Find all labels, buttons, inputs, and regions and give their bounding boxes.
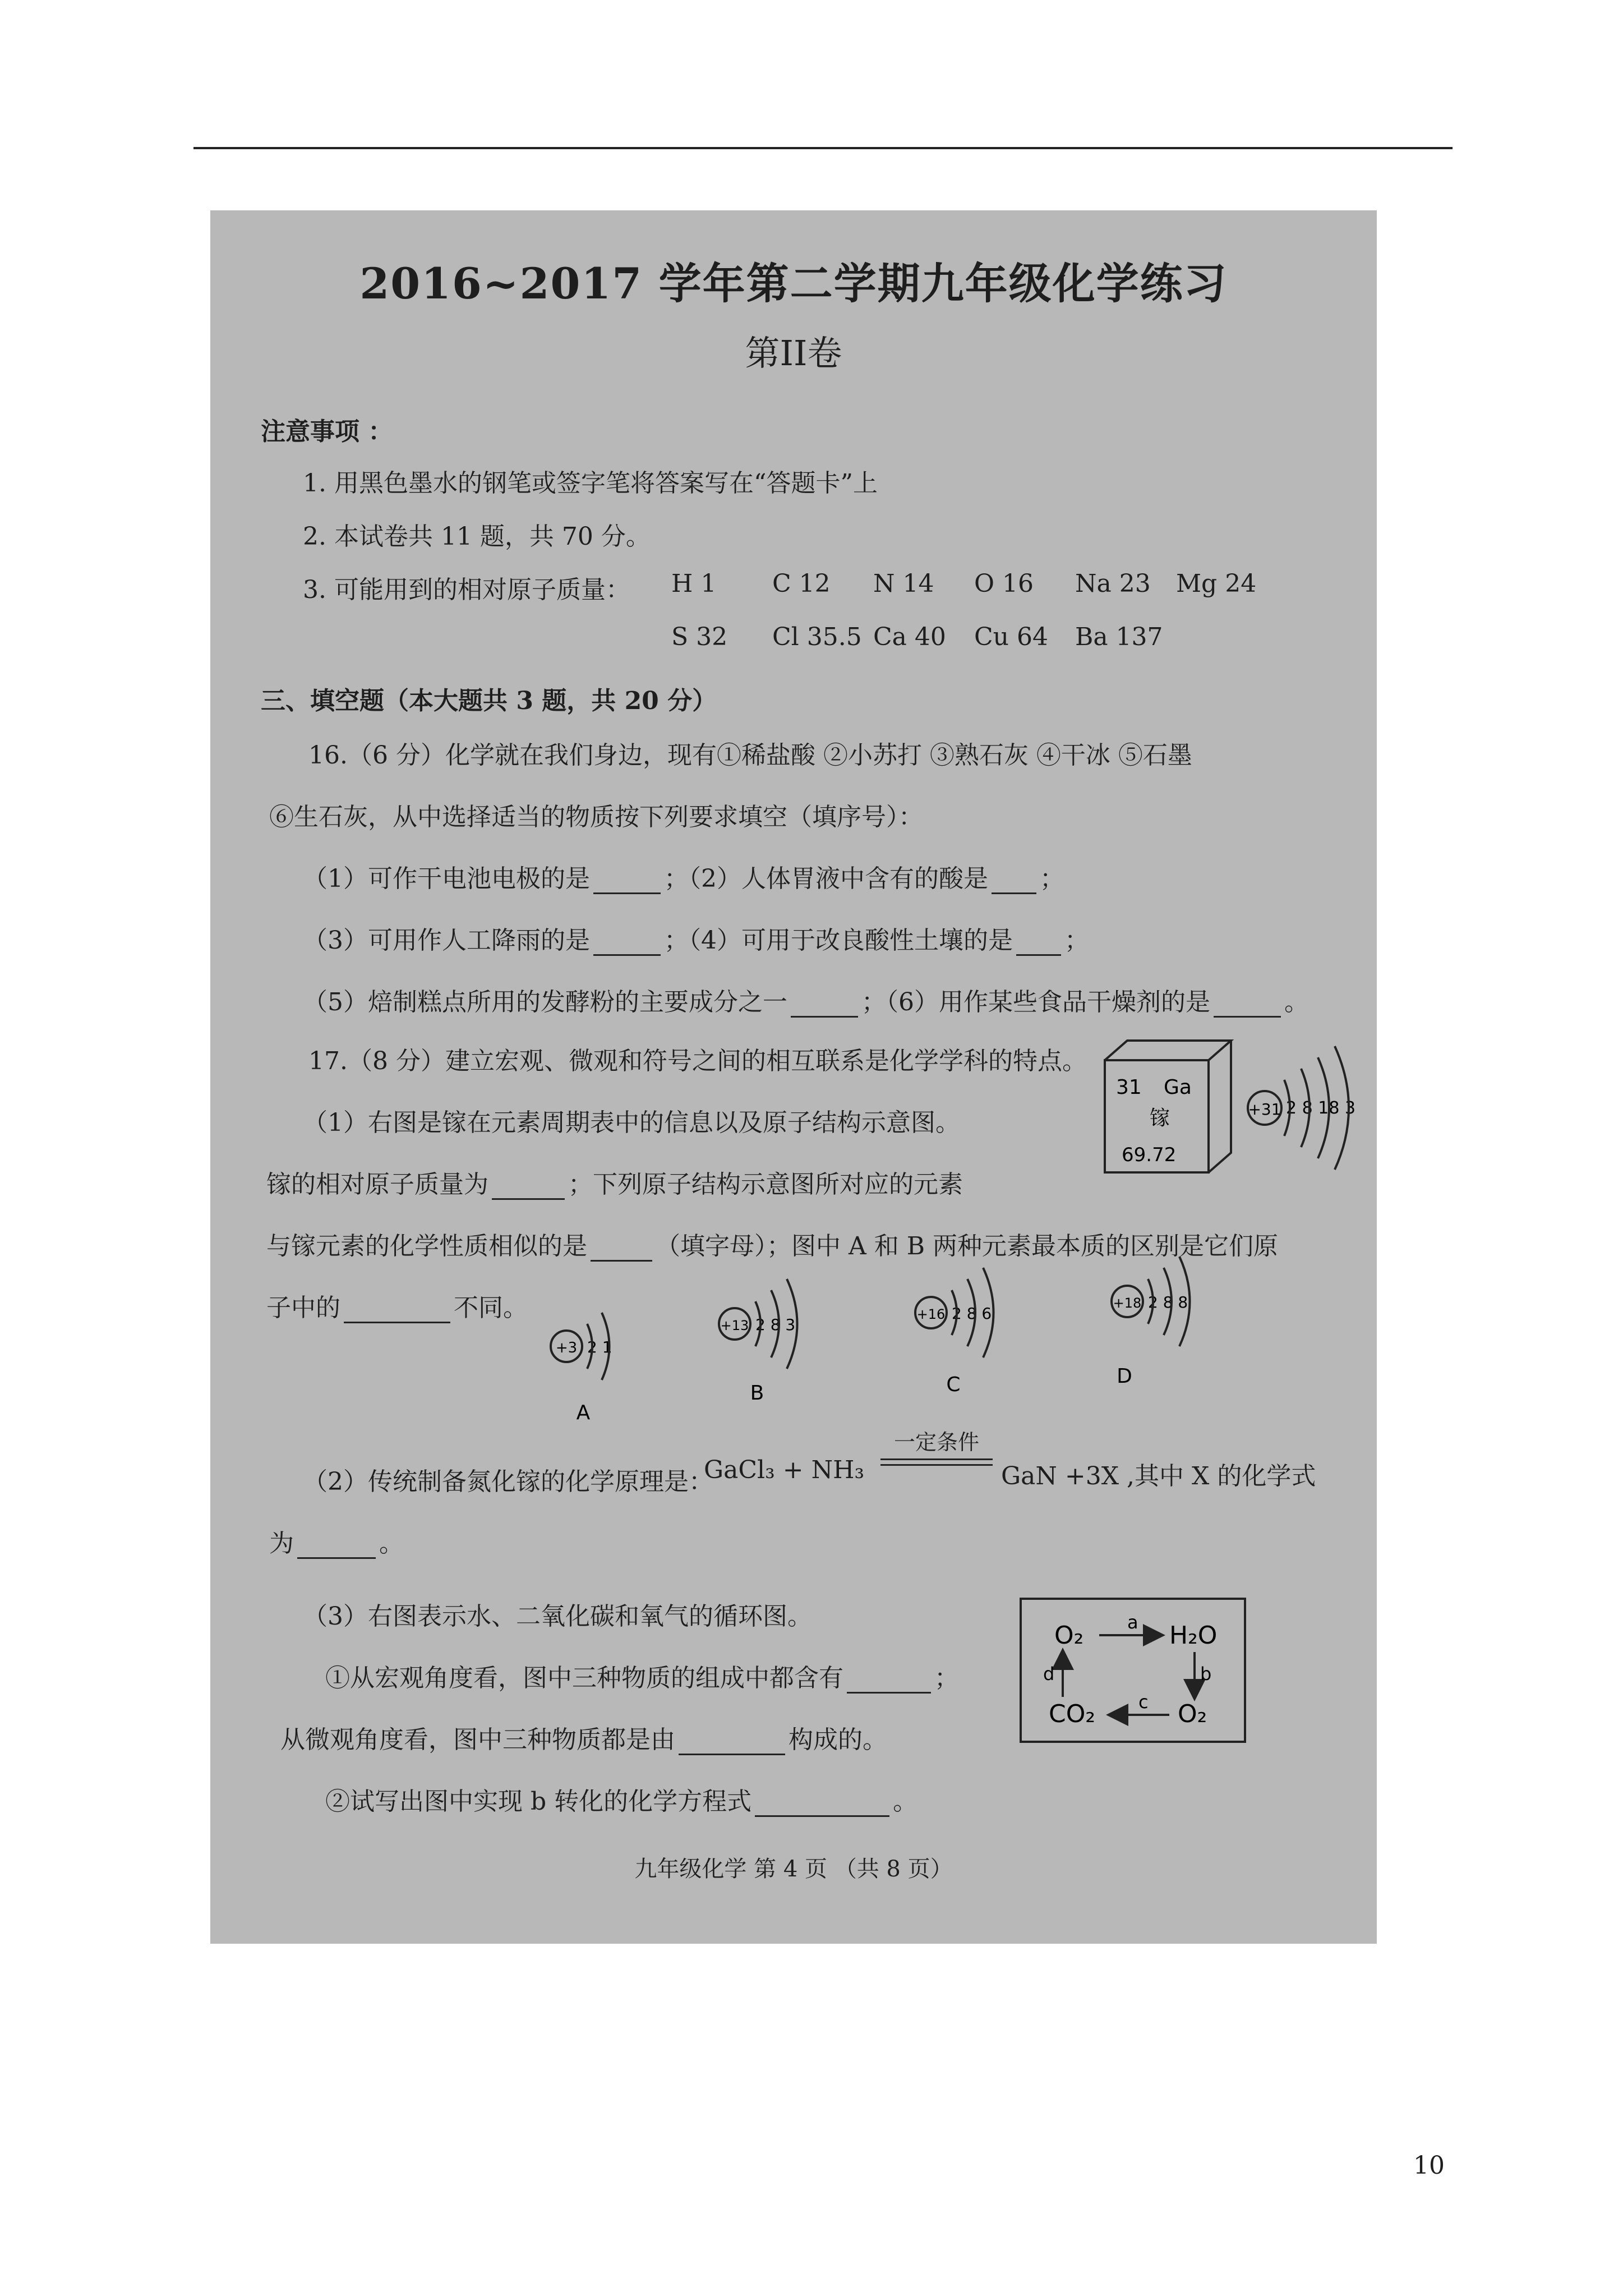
punctuation: ； xyxy=(934,1664,959,1692)
atom-a-shells: 2 1 xyxy=(587,1338,612,1356)
answer-blank[interactable] xyxy=(297,1535,376,1559)
atomic-mass: O 16 xyxy=(974,569,1034,598)
atomic-masses-row-1 xyxy=(671,569,1277,598)
punctuation: 。 xyxy=(1284,988,1309,1016)
q17-part1-line-4 xyxy=(266,1287,528,1323)
ga-nucleus: +31 xyxy=(1248,1100,1281,1119)
label-a: a xyxy=(1127,1612,1138,1633)
atom-c-label: C xyxy=(946,1373,961,1396)
q17-text: ①从宏观角度看，图中三种物质的组成中都含有 xyxy=(325,1664,843,1692)
gallium-element-card xyxy=(1105,1041,1231,1172)
answer-blank[interactable] xyxy=(791,993,858,1018)
q16-intro-line-2: ⑥生石灰，从中选择适当的物质按下列要求填空（填序号）： xyxy=(269,803,923,831)
atom-a xyxy=(551,1313,612,1424)
q16-part-2: ；（2）人体胃液中含有的酸是 xyxy=(664,864,988,893)
exam-photo xyxy=(210,210,1377,1944)
notes-item-2: 2. 本试卷共 11 题，共 70 分。 xyxy=(303,522,651,551)
atomic-mass: S 32 xyxy=(671,623,728,651)
atomic-mass: Cu 64 xyxy=(974,623,1048,651)
atom-c-nucleus: +16 xyxy=(916,1306,946,1322)
ga-mass: 69.72 xyxy=(1122,1144,1177,1166)
page-number: 10 xyxy=(1413,2151,1445,2180)
answer-blank[interactable] xyxy=(593,870,661,894)
q16-part-3: （3）可用作人工降雨的是 xyxy=(303,926,590,955)
answer-blank[interactable] xyxy=(992,870,1036,894)
atom-d-nucleus: +18 xyxy=(1113,1295,1142,1311)
cycle-h2o: H₂O xyxy=(1169,1621,1218,1650)
q17-text: （填字母）；图中 A 和 B 两种元素最本质的区别是它们原 xyxy=(656,1232,1279,1260)
punctuation: ； xyxy=(1064,926,1089,955)
atom-d xyxy=(1112,1257,1190,1388)
q16-row-3 xyxy=(303,982,1309,1018)
cycle-co2: CO₂ xyxy=(1049,1700,1095,1728)
answer-blank[interactable] xyxy=(593,932,661,956)
q17-text: 构成的。 xyxy=(789,1726,887,1754)
q16-part-4: ；（4）可用于改良酸性土壤的是 xyxy=(664,926,1013,955)
atom-a-label: A xyxy=(576,1401,591,1424)
q17-text: 为 xyxy=(269,1529,294,1558)
exam-subtitle: 第II卷 xyxy=(745,333,842,374)
atom-b-shells: 2 8 3 xyxy=(755,1315,796,1334)
q17-text: 子中的 xyxy=(266,1294,340,1322)
atomic-mass: Mg 24 xyxy=(1176,569,1257,598)
q17-part1-line-2 xyxy=(266,1164,963,1200)
atom-d-shells: 2 8 8 xyxy=(1148,1293,1188,1312)
q17-text: 不同。 xyxy=(454,1294,528,1322)
ga-symbol: Ga xyxy=(1164,1076,1192,1099)
cycle-o2-top: O₂ xyxy=(1054,1621,1084,1650)
ga-name: 镓 xyxy=(1150,1107,1170,1130)
equation-line xyxy=(880,1458,993,1460)
punctuation: ； xyxy=(1040,864,1064,893)
atom-b xyxy=(719,1279,797,1405)
answer-blank[interactable] xyxy=(344,1299,450,1323)
q17-text: 从微观角度看，图中三种物质都是由 xyxy=(280,1726,675,1754)
q17-text: ②试写出图中实现 b 转化的化学方程式 xyxy=(325,1787,752,1816)
answer-blank[interactable] xyxy=(847,1669,931,1694)
answer-blank[interactable] xyxy=(1016,932,1061,956)
atomic-mass: Ca 40 xyxy=(873,623,946,651)
q16-part-1: （1）可作干电池电极的是 xyxy=(303,864,590,893)
gallium-diagram xyxy=(1096,1035,1366,1186)
label-d: d xyxy=(1043,1663,1055,1685)
atom-c xyxy=(915,1268,994,1396)
atomic-mass: N 14 xyxy=(873,569,934,598)
answer-blank[interactable] xyxy=(755,1793,889,1817)
label-b: b xyxy=(1200,1663,1212,1685)
ga-shells: 2 8 18 3 xyxy=(1286,1098,1356,1118)
q16-row-2 xyxy=(303,920,1089,956)
q17-part1-line-1: （1）右图是镓在元素周期表中的信息以及原子结构示意图。 xyxy=(303,1108,960,1137)
q17-text: 镓的相对原子质量为 xyxy=(266,1170,488,1199)
notes-item-3-label: 3. 可能用到的相对原子质量： xyxy=(303,576,630,604)
q17-part3-line-3 xyxy=(280,1719,887,1755)
atom-b-nucleus: +13 xyxy=(720,1318,749,1333)
header-rule xyxy=(193,147,1453,149)
notes-item-1: 1. 用黑色墨水的钢笔或签字笔将答案写在“答题卡”上 xyxy=(303,469,878,498)
exam-page-footer: 九年级化学 第 4 页 （共 8 页） xyxy=(634,1856,953,1882)
exam-title: 2016~2017 学年第二学期九年级化学练习 xyxy=(359,259,1228,309)
q17-part3-line-4 xyxy=(325,1781,917,1817)
answer-blank[interactable] xyxy=(679,1731,785,1755)
atom-structure-diagrams xyxy=(536,1248,1259,1433)
q16-intro-line-1: 16.（6 分）化学就在我们身边，现有①稀盐酸 ②小苏打 ③熟石灰 ④干冰 ⑤石墨 xyxy=(308,741,1192,770)
q16-row-1 xyxy=(303,858,1064,894)
equation-right: GaN +3X ,其中 X 的化学式 xyxy=(1001,1462,1316,1490)
atom-d-label: D xyxy=(1117,1365,1132,1388)
section-heading: 三、填空题（本大题共 3 题，共 20 分） xyxy=(261,687,717,715)
q16-part-6: ；（6）用作某些食品干燥剂的是 xyxy=(861,988,1210,1016)
answer-blank[interactable] xyxy=(1214,993,1281,1018)
cycle-o2-bottom: O₂ xyxy=(1178,1700,1207,1728)
notes-heading: 注意事项 ： xyxy=(261,417,393,446)
atom-c-shells: 2 8 6 xyxy=(952,1304,992,1323)
q17-text: ；下列原子结构示意图所对应的元素 xyxy=(568,1170,963,1199)
atomic-mass: H 1 xyxy=(671,569,717,598)
equation-left: GaCl₃ + NH₃ xyxy=(704,1456,865,1484)
punctuation: 。 xyxy=(379,1529,404,1558)
q17-part3-line-1: （3）右图表示水、二氧化碳和氧气的循环图。 xyxy=(303,1602,812,1631)
gallium-atom-structure xyxy=(1248,1046,1355,1170)
q16-part-5: （5）焙制糕点所用的发酵粉的主要成分之一 xyxy=(303,988,787,1016)
atomic-mass: C 12 xyxy=(772,569,831,598)
q17-part2-line-2 xyxy=(269,1523,404,1559)
atomic-mass: Na 23 xyxy=(1075,569,1151,598)
label-c: c xyxy=(1138,1691,1149,1713)
equation-line xyxy=(880,1464,993,1466)
atomic-mass: Cl 35.5 xyxy=(772,623,862,651)
equation-condition: 一定条件 xyxy=(893,1430,979,1455)
punctuation: 。 xyxy=(893,1787,918,1816)
atom-b-label: B xyxy=(750,1382,764,1405)
q17-text: 与镓元素的化学性质相似的是 xyxy=(266,1232,587,1260)
atomic-masses-row-2 xyxy=(671,623,1176,651)
q17-part3-line-2 xyxy=(325,1658,959,1694)
q17-part2-label: （2）传统制备氮化镓的化学原理是： xyxy=(303,1467,713,1496)
atomic-mass: Ba 137 xyxy=(1075,623,1163,651)
q17-intro: 17.（8 分）建立宏观、微观和符号之间的相互联系是化学学科的特点。 xyxy=(308,1047,1087,1075)
atom-a-nucleus: +3 xyxy=(555,1340,578,1356)
ga-atomic-number: 31 xyxy=(1116,1076,1142,1099)
cycle-diagram xyxy=(1018,1596,1248,1747)
answer-blank[interactable] xyxy=(492,1176,565,1200)
